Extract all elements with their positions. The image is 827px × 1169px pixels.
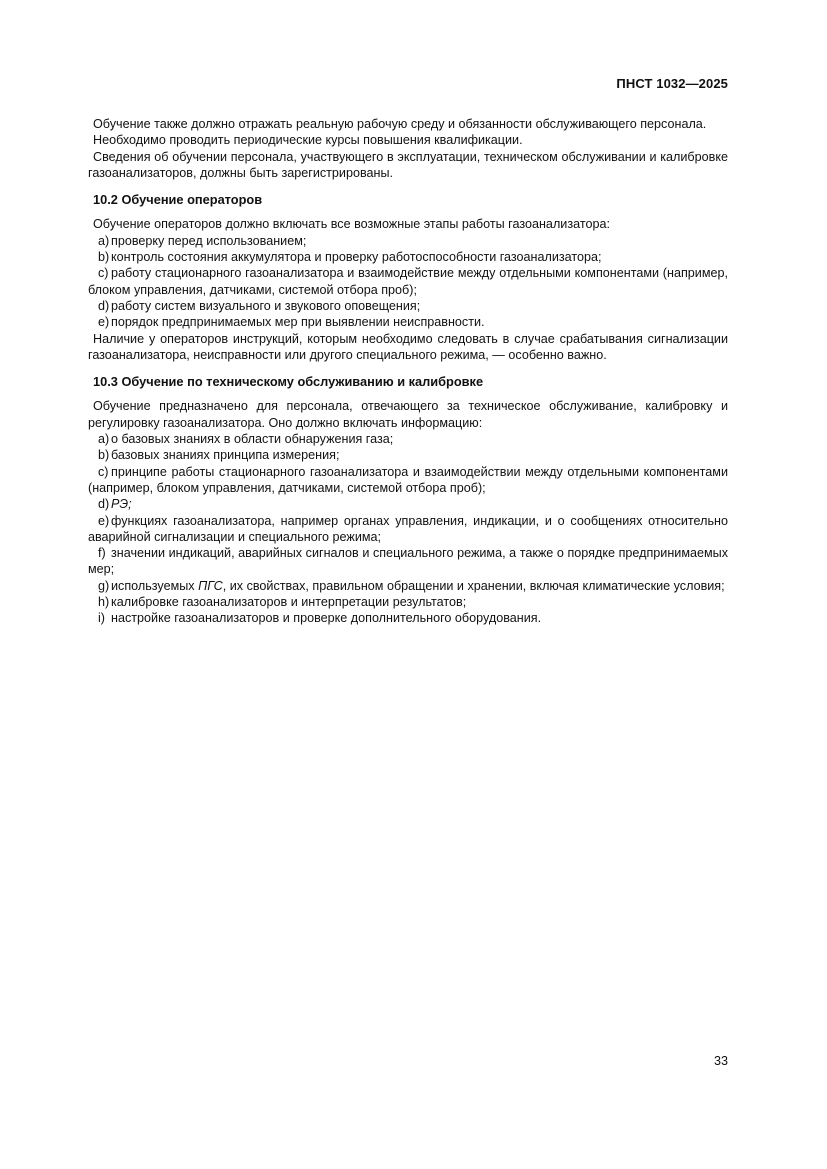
list-item	[88, 233, 728, 249]
list-marker: b)	[98, 250, 110, 265]
list-item	[88, 610, 728, 626]
page-number: 33	[713, 1054, 728, 1068]
list-item	[88, 314, 728, 330]
list-marker: f)	[98, 546, 106, 561]
section-10-3-lead: Обучение предназначено для персонала, отвечающего за техническое обслуживание, калибровку и регулировку газоанализатора. Оно должно включать информацию:	[88, 399, 728, 430]
list-item-text: работу стационарного газоанализатора и взаимодействие между отдельными компонентами (например, блоком управления, датчиками, системой отбора проб);	[88, 266, 728, 297]
list-item	[88, 594, 728, 610]
list-marker: c)	[98, 464, 109, 479]
list-marker: i)	[98, 611, 105, 626]
list-marker: а)	[98, 233, 110, 248]
list-marker: d)	[98, 497, 110, 512]
list-item-text-before: используемых	[111, 578, 199, 593]
document-body	[88, 116, 728, 627]
list-item-text: функциях газоанализатора, например органах управления, индикации, и о сообщениях относительно аварийной сигнализации и специального режима;	[88, 513, 728, 544]
list-marker: g)	[98, 578, 110, 593]
list-item-text-after: , их свойствах, правильном обращении и хранении, включая климатические условия;	[222, 578, 725, 593]
list-item	[88, 447, 728, 463]
list-item-text: принципе работы стационарного газоанализатора и взаимодействии между отдельными компонентами (например, блоком управления, датчиками, системой отбора проб);	[88, 464, 728, 495]
list-item	[88, 249, 728, 265]
section-10-2-heading: 10.2 Обучение операторов	[93, 192, 263, 208]
list-item-text: работу систем визуального и звукового оповещения;	[111, 298, 421, 313]
intro-paragraph-1: Обучение также должно отражать реальную рабочую среду и обязанности обслуживающего персонала.	[93, 117, 707, 131]
list-item-text: базовых знаниях принципа измерения;	[111, 448, 340, 463]
intro-paragraph-3: Сведения об обучении персонала, участвующего в эксплуатации, техническом обслуживании и калибровке газоанализаторов, должны быть зарегистрированы.	[88, 149, 728, 180]
list-item-text: проверку перед использованием;	[111, 233, 307, 248]
list-item-text: порядок предпринимаемых мер при выявлении неисправности.	[111, 315, 485, 330]
list-item-text: значении индикаций, аварийных сигналов и специального режима, а также о порядке предпринимаемых мер;	[88, 546, 728, 577]
list-item-text: калибровке газоанализаторов и интерпретации результатов;	[111, 595, 467, 610]
list-item	[88, 545, 728, 578]
list-item-text: о базовых знаниях в области обнаружения газа;	[111, 432, 394, 447]
list-item	[88, 578, 728, 594]
list-item	[88, 464, 728, 497]
list-item	[88, 298, 728, 314]
list-marker: c)	[98, 266, 109, 281]
list-marker: b)	[98, 448, 110, 463]
document-page	[88, 0, 728, 1169]
list-item	[88, 513, 728, 546]
list-marker: h)	[98, 595, 110, 610]
list-marker: d)	[98, 298, 110, 313]
section-10-2-closing: Наличие у операторов инструкций, которым необходимо следовать в случае срабатывания сигнализации газоанализатора, неисправности или другого специального режима, — особенно важно.	[88, 331, 728, 362]
list-item	[88, 265, 728, 298]
document-code: ПНСТ 1032—2025	[616, 76, 728, 91]
list-item-abbreviation: ПГС	[198, 578, 223, 593]
list-item-text: РЭ;	[111, 497, 132, 512]
list-item-text: контроль состояния аккумулятора и проверку работоспособности газоанализатора;	[111, 250, 602, 265]
list-marker: а)	[98, 432, 110, 447]
list-marker: e)	[98, 315, 110, 330]
list-item-text: настройке газоанализаторов и проверке дополнительного оборудования.	[111, 611, 542, 626]
intro-paragraph-2: Необходимо проводить периодические курсы повышения квалификации.	[93, 133, 523, 148]
section-10-3-heading: 10.3 Обучение по техническому обслуживанию и калибровке	[93, 374, 484, 390]
list-item	[88, 496, 728, 512]
list-marker: e)	[98, 513, 110, 528]
section-10-2-lead: Обучение операторов должно включать все возможные этапы работы газоанализатора:	[93, 217, 610, 232]
list-item	[88, 431, 728, 447]
